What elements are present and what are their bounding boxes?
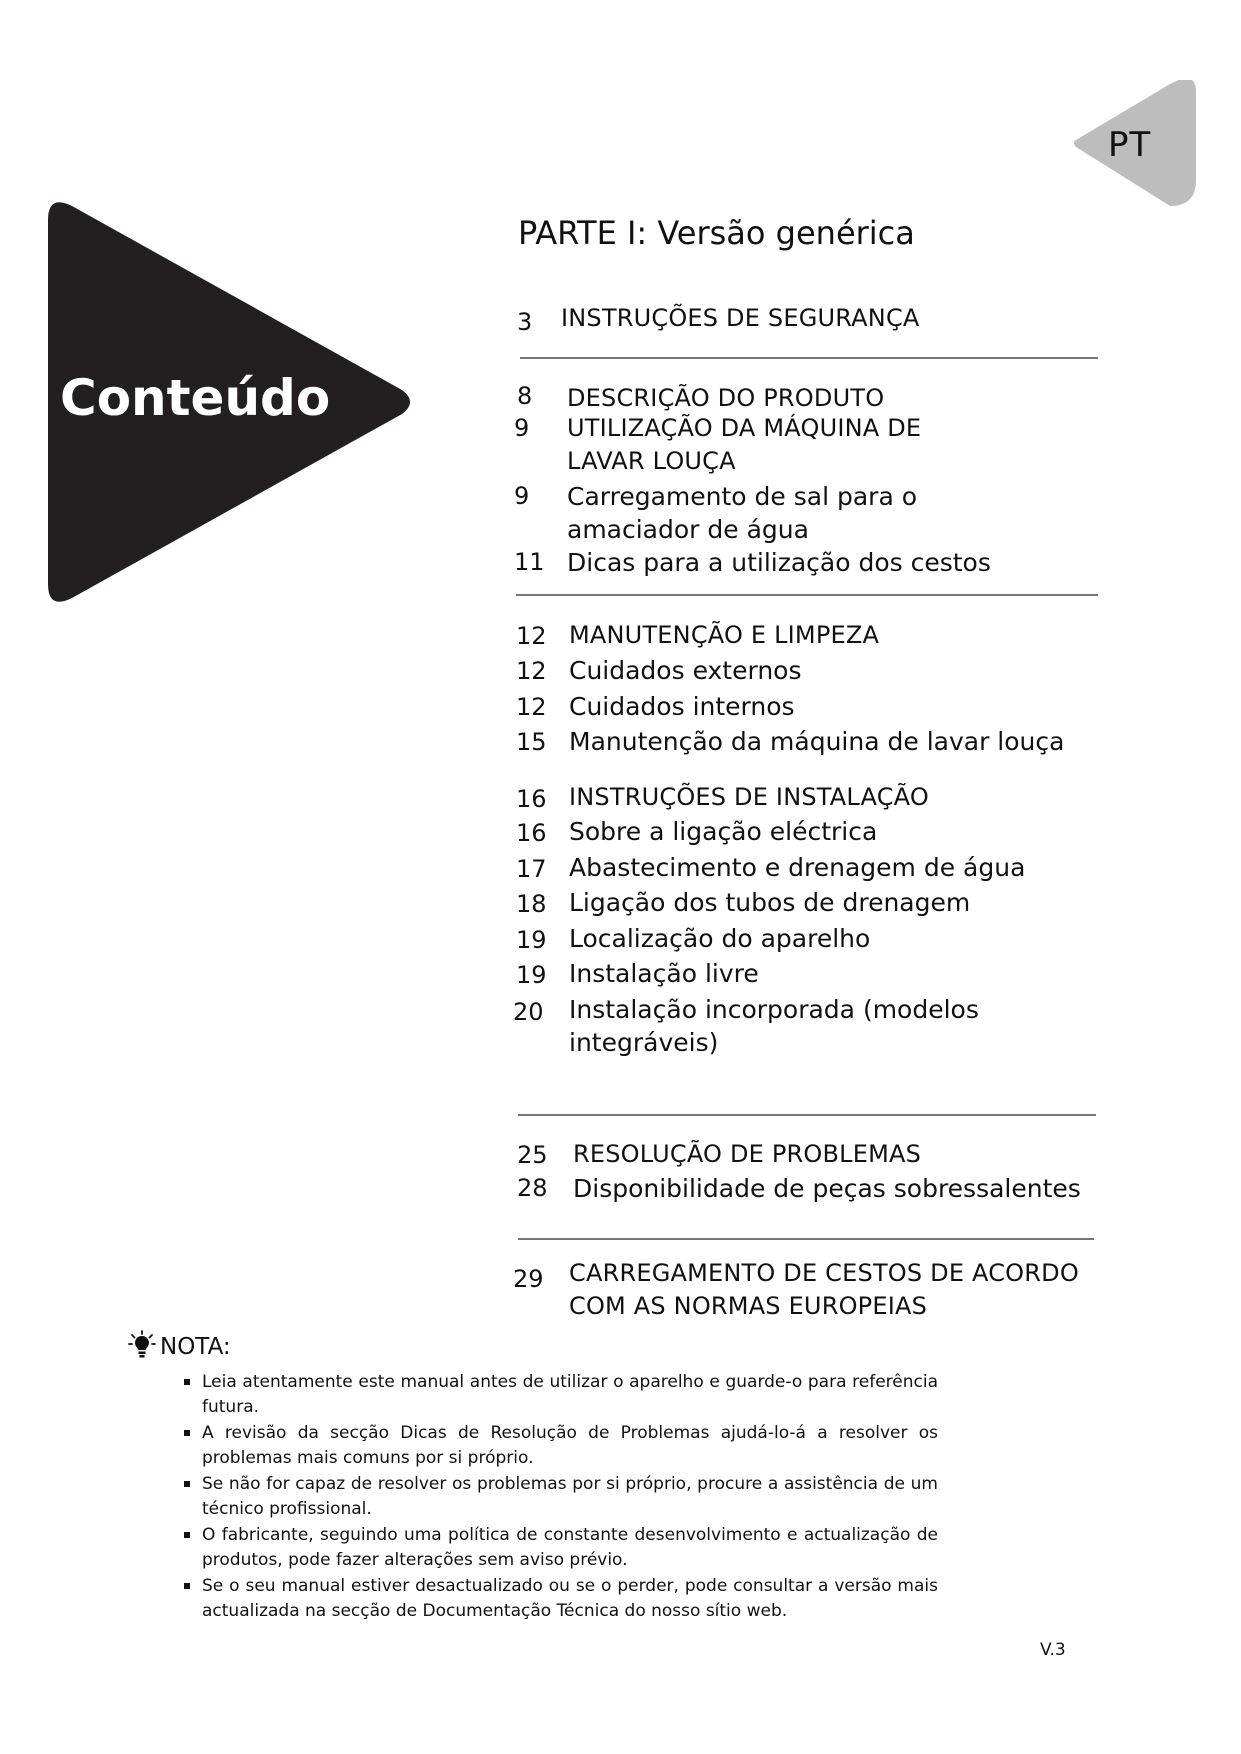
toc-page-number: 25: [517, 1141, 548, 1169]
contents-banner: [48, 194, 418, 610]
note-list: [178, 1370, 938, 1625]
toc-entry[interactable]: CARREGAMENTO DE CESTOS DE ACORDO COM AS NORMAS EUROPEIAS: [569, 1259, 1079, 1320]
toc-page-number: 19: [516, 961, 547, 989]
toc-entry[interactable]: UTILIZAÇÃO DA MÁQUINA DE LAVAR LOUÇA: [567, 414, 922, 475]
toc-entry[interactable]: Instalação incorporada (modelos integráveis): [569, 995, 979, 1057]
toc-page-number: 28: [517, 1174, 548, 1202]
contents-title: Conteúdo: [60, 369, 331, 427]
toc-page-number: 9: [514, 482, 530, 510]
toc-page-number: 8: [517, 382, 533, 410]
section-divider: [518, 1238, 1094, 1240]
toc-page-number: 18: [516, 890, 547, 918]
language-badge: [1072, 80, 1196, 206]
toc-entry[interactable]: INSTRUÇÕES DE INSTALAÇÃO: [569, 783, 929, 811]
toc-entry[interactable]: Cuidados internos: [569, 692, 795, 721]
note-item: Se não for capaz de resolver os problemas por si próprio, procure a assistência de um técnico profissional.: [178, 1472, 938, 1522]
toc-page-number: 15: [516, 728, 547, 756]
toc-entry[interactable]: Ligação dos tubos de drenagem: [569, 888, 971, 917]
toc-page-number: 12: [516, 693, 547, 721]
toc-page-number: 20: [513, 998, 544, 1026]
toc-entry[interactable]: INSTRUÇÕES DE SEGURANÇA: [561, 304, 920, 332]
toc-entry[interactable]: Cuidados externos: [569, 656, 802, 685]
toc-entry[interactable]: MANUTENÇÃO E LIMPEZA: [569, 621, 880, 649]
toc-page-number: 16: [516, 819, 547, 847]
note-item: A revisão da secção Dicas de Resolução de Problemas ajudá-lo-á a resolver os problemas mais comuns por si próprio.: [178, 1421, 938, 1471]
toc-entry[interactable]: RESOLUÇÃO DE PROBLEMAS: [573, 1140, 922, 1168]
toc-page-number: 11: [514, 548, 545, 576]
toc-page-number: 16: [516, 785, 547, 813]
toc-entry[interactable]: Manutenção da máquina de lavar louça: [569, 727, 1065, 756]
section-divider: [520, 357, 1098, 359]
note-item: O fabricante, seguindo uma política de constante desenvolvimento e actualização de produtos, pode fazer alterações sem aviso prévio.: [178, 1523, 938, 1573]
toc-entry[interactable]: DESCRIÇÃO DO PRODUTO: [567, 384, 885, 412]
toc-page-number: 29: [513, 1265, 544, 1293]
toc-page-number: 3: [517, 308, 533, 336]
toc-entry[interactable]: Localização do aparelho: [569, 924, 871, 953]
note-item: Leia atentamente este manual antes de utilizar o aparelho e guarde-o para referência futura.: [178, 1370, 938, 1420]
section-divider: [516, 594, 1098, 596]
toc-page-number: 12: [516, 657, 547, 685]
language-code: PT: [1108, 125, 1152, 165]
toc-page-number: 17: [516, 855, 547, 883]
note-item: Se o seu manual estiver desactualizado ou se o perder, pode consultar a versão mais actualizada na secção de Documentação Técnica do nosso sítio web.: [178, 1574, 938, 1624]
note-title: NOTA:: [160, 1334, 231, 1360]
toc-entry[interactable]: Instalação livre: [569, 959, 759, 988]
lightbulb-icon: [128, 1330, 156, 1360]
toc-page-number: 9: [514, 414, 530, 442]
toc-entry[interactable]: Carregamento de sal para o amaciador de água: [567, 482, 917, 544]
toc-entry[interactable]: Disponibilidade de peças sobressalentes: [573, 1174, 1081, 1203]
version-label: V.3: [1040, 1640, 1066, 1660]
toc-entry[interactable]: Abastecimento e drenagem de água: [569, 853, 1026, 882]
section-divider: [518, 1114, 1096, 1116]
toc-page-number: 19: [516, 926, 547, 954]
toc-page-number: 12: [516, 622, 547, 650]
part-title: PARTE I: Versão genérica: [518, 214, 915, 252]
toc-entry[interactable]: Sobre a ligação eléctrica: [569, 817, 878, 846]
toc-entry[interactable]: Dicas para a utilização dos cestos: [567, 548, 991, 577]
